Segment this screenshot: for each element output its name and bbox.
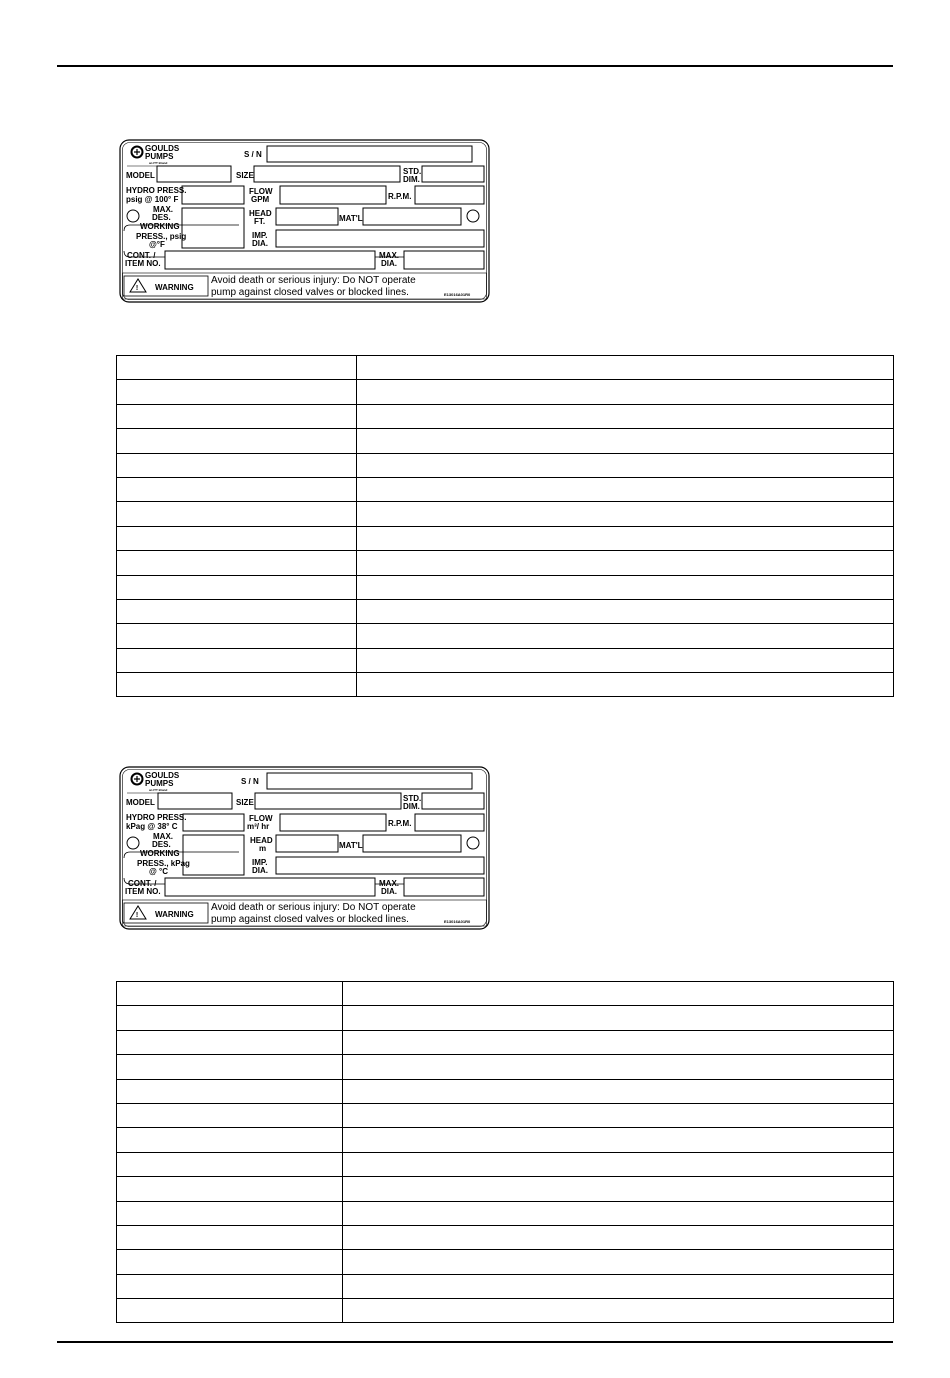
table-cell-label	[117, 356, 357, 380]
table-row	[117, 1225, 894, 1249]
label-imp: IMP.	[252, 231, 268, 240]
label-working: WORKING	[140, 849, 180, 858]
label-model: MODEL	[126, 171, 155, 180]
label-matl: MAT'L	[339, 214, 363, 223]
table-cell-label	[117, 551, 357, 575]
table-cell-value	[343, 1030, 894, 1054]
nameplate-metric	[119, 766, 490, 930]
label-head: HEAD	[249, 209, 272, 218]
label-working: WORKING	[140, 222, 180, 231]
table-cell-value	[357, 404, 894, 428]
label-imp-dia: DIA.	[252, 866, 268, 875]
table-cell-value	[357, 648, 894, 672]
header-rule	[57, 65, 893, 67]
label-des: DES.	[152, 213, 171, 222]
table-row	[117, 1177, 894, 1201]
table-cell-label	[117, 1128, 343, 1152]
label-imp: IMP.	[252, 858, 268, 867]
table-row	[117, 404, 894, 428]
table-row	[117, 1103, 894, 1127]
footer-rule	[57, 1341, 893, 1343]
label-max-dia-2: DIA.	[381, 259, 397, 268]
table-row	[117, 1274, 894, 1298]
label-max: MAX.	[153, 205, 173, 214]
plate-code: E13016A01R0	[444, 292, 471, 297]
table-cell-value	[343, 1103, 894, 1127]
table-row	[117, 1030, 894, 1054]
table-row	[117, 1006, 894, 1030]
label-temp: @°F	[149, 240, 165, 249]
table-cell-value	[357, 551, 894, 575]
table-cell-value	[357, 429, 894, 453]
table-row	[117, 429, 894, 453]
label-rpm: R.P.M.	[388, 819, 412, 828]
label-hydro: HYDRO PRESS.	[126, 813, 187, 822]
label-item: ITEM NO.	[125, 887, 161, 896]
warning-text-1: Avoid death or serious injury: Do NOT operate	[211, 902, 416, 913]
label-sn: S / N	[244, 150, 262, 159]
brand-name-2: PUMPS	[145, 152, 174, 161]
label-size: SIZE	[236, 798, 254, 807]
table-row	[117, 356, 894, 380]
svg-text:!: !	[135, 912, 139, 919]
table-row	[117, 1299, 894, 1323]
table-cell-value	[343, 1006, 894, 1030]
table-row	[117, 380, 894, 404]
label-max-dia: MAX.	[379, 879, 399, 888]
brand-name-2: PUMPS	[145, 779, 174, 788]
table-cell-value	[357, 356, 894, 380]
brand-subtitle: an ITT Brand	[149, 161, 168, 165]
table-row	[117, 477, 894, 501]
label-flow-units: GPM	[251, 195, 270, 204]
label-cont: CONT. /	[128, 879, 157, 888]
table-cell-label	[117, 404, 357, 428]
label-head: HEAD	[250, 836, 273, 845]
table-cell-value	[357, 526, 894, 550]
table-cell-value	[357, 599, 894, 623]
label-hydro: HYDRO PRESS.	[126, 186, 187, 195]
table-cell-label	[117, 1103, 343, 1127]
table-row	[117, 982, 894, 1006]
label-cont: CONT. /	[127, 251, 156, 260]
label-item: ITEM NO.	[125, 259, 161, 268]
label-hydro-units: kPag @ 38° C	[126, 822, 178, 831]
label-press: PRESS., kPag	[137, 859, 190, 868]
label-head-units: m	[259, 844, 267, 853]
table-cell-label	[117, 1201, 343, 1225]
table-row	[117, 624, 894, 648]
label-max: MAX.	[153, 832, 173, 841]
warning-text-1: Avoid death or serious injury: Do NOT operate	[211, 275, 416, 286]
table-cell-label	[117, 982, 343, 1006]
table-cell-label	[117, 1006, 343, 1030]
label-head-units: FT.	[254, 217, 266, 226]
table-cell-value	[343, 1055, 894, 1079]
nameplate-us	[119, 139, 490, 303]
table-cell-label	[117, 1152, 343, 1176]
table-cell-value	[343, 1177, 894, 1201]
table-cell-value	[357, 502, 894, 526]
label-std: STD.	[403, 167, 422, 176]
table-cell-value	[357, 673, 894, 697]
brand-name: GOULDS	[145, 771, 180, 780]
label-hydro-units: psig @ 100° F	[126, 195, 179, 204]
label-imp-dia: DIA.	[252, 239, 268, 248]
svg-text:!: !	[135, 285, 139, 292]
label-std: STD.	[403, 794, 422, 803]
label-dim: DIM.	[403, 802, 420, 811]
table-row	[117, 648, 894, 672]
warning-label: WARNING	[155, 283, 194, 292]
table-cell-label	[117, 1274, 343, 1298]
label-matl: MAT'L	[339, 841, 363, 850]
table-cell-value	[343, 1128, 894, 1152]
table-cell-value	[357, 477, 894, 501]
label-temp: @ °C	[149, 867, 168, 876]
table-cell-label	[117, 526, 357, 550]
table-row	[117, 575, 894, 599]
table-cell-value	[343, 1225, 894, 1249]
table-cell-label	[117, 380, 357, 404]
table-cell-value	[343, 1152, 894, 1176]
label-press: PRESS., psig	[136, 232, 187, 241]
table-cell-value	[357, 575, 894, 599]
brand-subtitle: an ITT Brand	[149, 788, 168, 792]
table-cell-label	[117, 453, 357, 477]
table-row	[117, 1250, 894, 1274]
table-cell-label	[117, 1225, 343, 1249]
table-cell-label	[117, 1055, 343, 1079]
table-row	[117, 526, 894, 550]
table-cell-value	[357, 380, 894, 404]
table-cell-value	[357, 453, 894, 477]
brand-name: GOULDS	[145, 144, 180, 153]
table-us	[116, 355, 894, 697]
table-cell-label	[117, 1079, 343, 1103]
table-cell-value	[343, 982, 894, 1006]
table-row	[117, 1201, 894, 1225]
label-flow: FLOW	[249, 187, 273, 196]
table-cell-label	[117, 648, 357, 672]
table-row	[117, 1055, 894, 1079]
table-cell-value	[343, 1274, 894, 1298]
table-cell-value	[357, 624, 894, 648]
table-row	[117, 1128, 894, 1152]
table-cell-value	[343, 1079, 894, 1103]
table-row	[117, 502, 894, 526]
label-rpm: R.P.M.	[388, 192, 412, 201]
table-row	[117, 551, 894, 575]
label-max-dia-2: DIA.	[381, 887, 397, 896]
table-cell-value	[343, 1250, 894, 1274]
plate-code: E13016A01R0	[444, 919, 471, 924]
table-row	[117, 1079, 894, 1103]
table-cell-label	[117, 477, 357, 501]
warning-text-2: pump against closed valves or blocked lines.	[211, 287, 409, 298]
table-row	[117, 599, 894, 623]
label-dim: DIM.	[403, 175, 420, 184]
table-cell-label	[117, 429, 357, 453]
table-cell-label	[117, 1299, 343, 1323]
table-row	[117, 673, 894, 697]
label-des: DES.	[152, 840, 171, 849]
label-size: SIZE	[236, 171, 254, 180]
table-cell-label	[117, 1030, 343, 1054]
table-row	[117, 453, 894, 477]
warning-label: WARNING	[155, 910, 194, 919]
table-cell-label	[117, 575, 357, 599]
table-cell-label	[117, 624, 357, 648]
label-flow-units: m³/ hr	[247, 822, 270, 831]
table-cell-value	[343, 1299, 894, 1323]
table-cell-label	[117, 599, 357, 623]
table-cell-label	[117, 673, 357, 697]
table-cell-label	[117, 1177, 343, 1201]
table-cell-value	[343, 1201, 894, 1225]
label-model: MODEL	[126, 798, 155, 807]
table-cell-label	[117, 502, 357, 526]
label-max-dia: MAX.	[379, 251, 399, 260]
label-flow: FLOW	[249, 814, 273, 823]
label-sn: S / N	[241, 777, 259, 786]
table-metric	[116, 981, 894, 1323]
table-cell-label	[117, 1250, 343, 1274]
warning-text-2: pump against closed valves or blocked lines.	[211, 914, 409, 925]
table-row	[117, 1152, 894, 1176]
